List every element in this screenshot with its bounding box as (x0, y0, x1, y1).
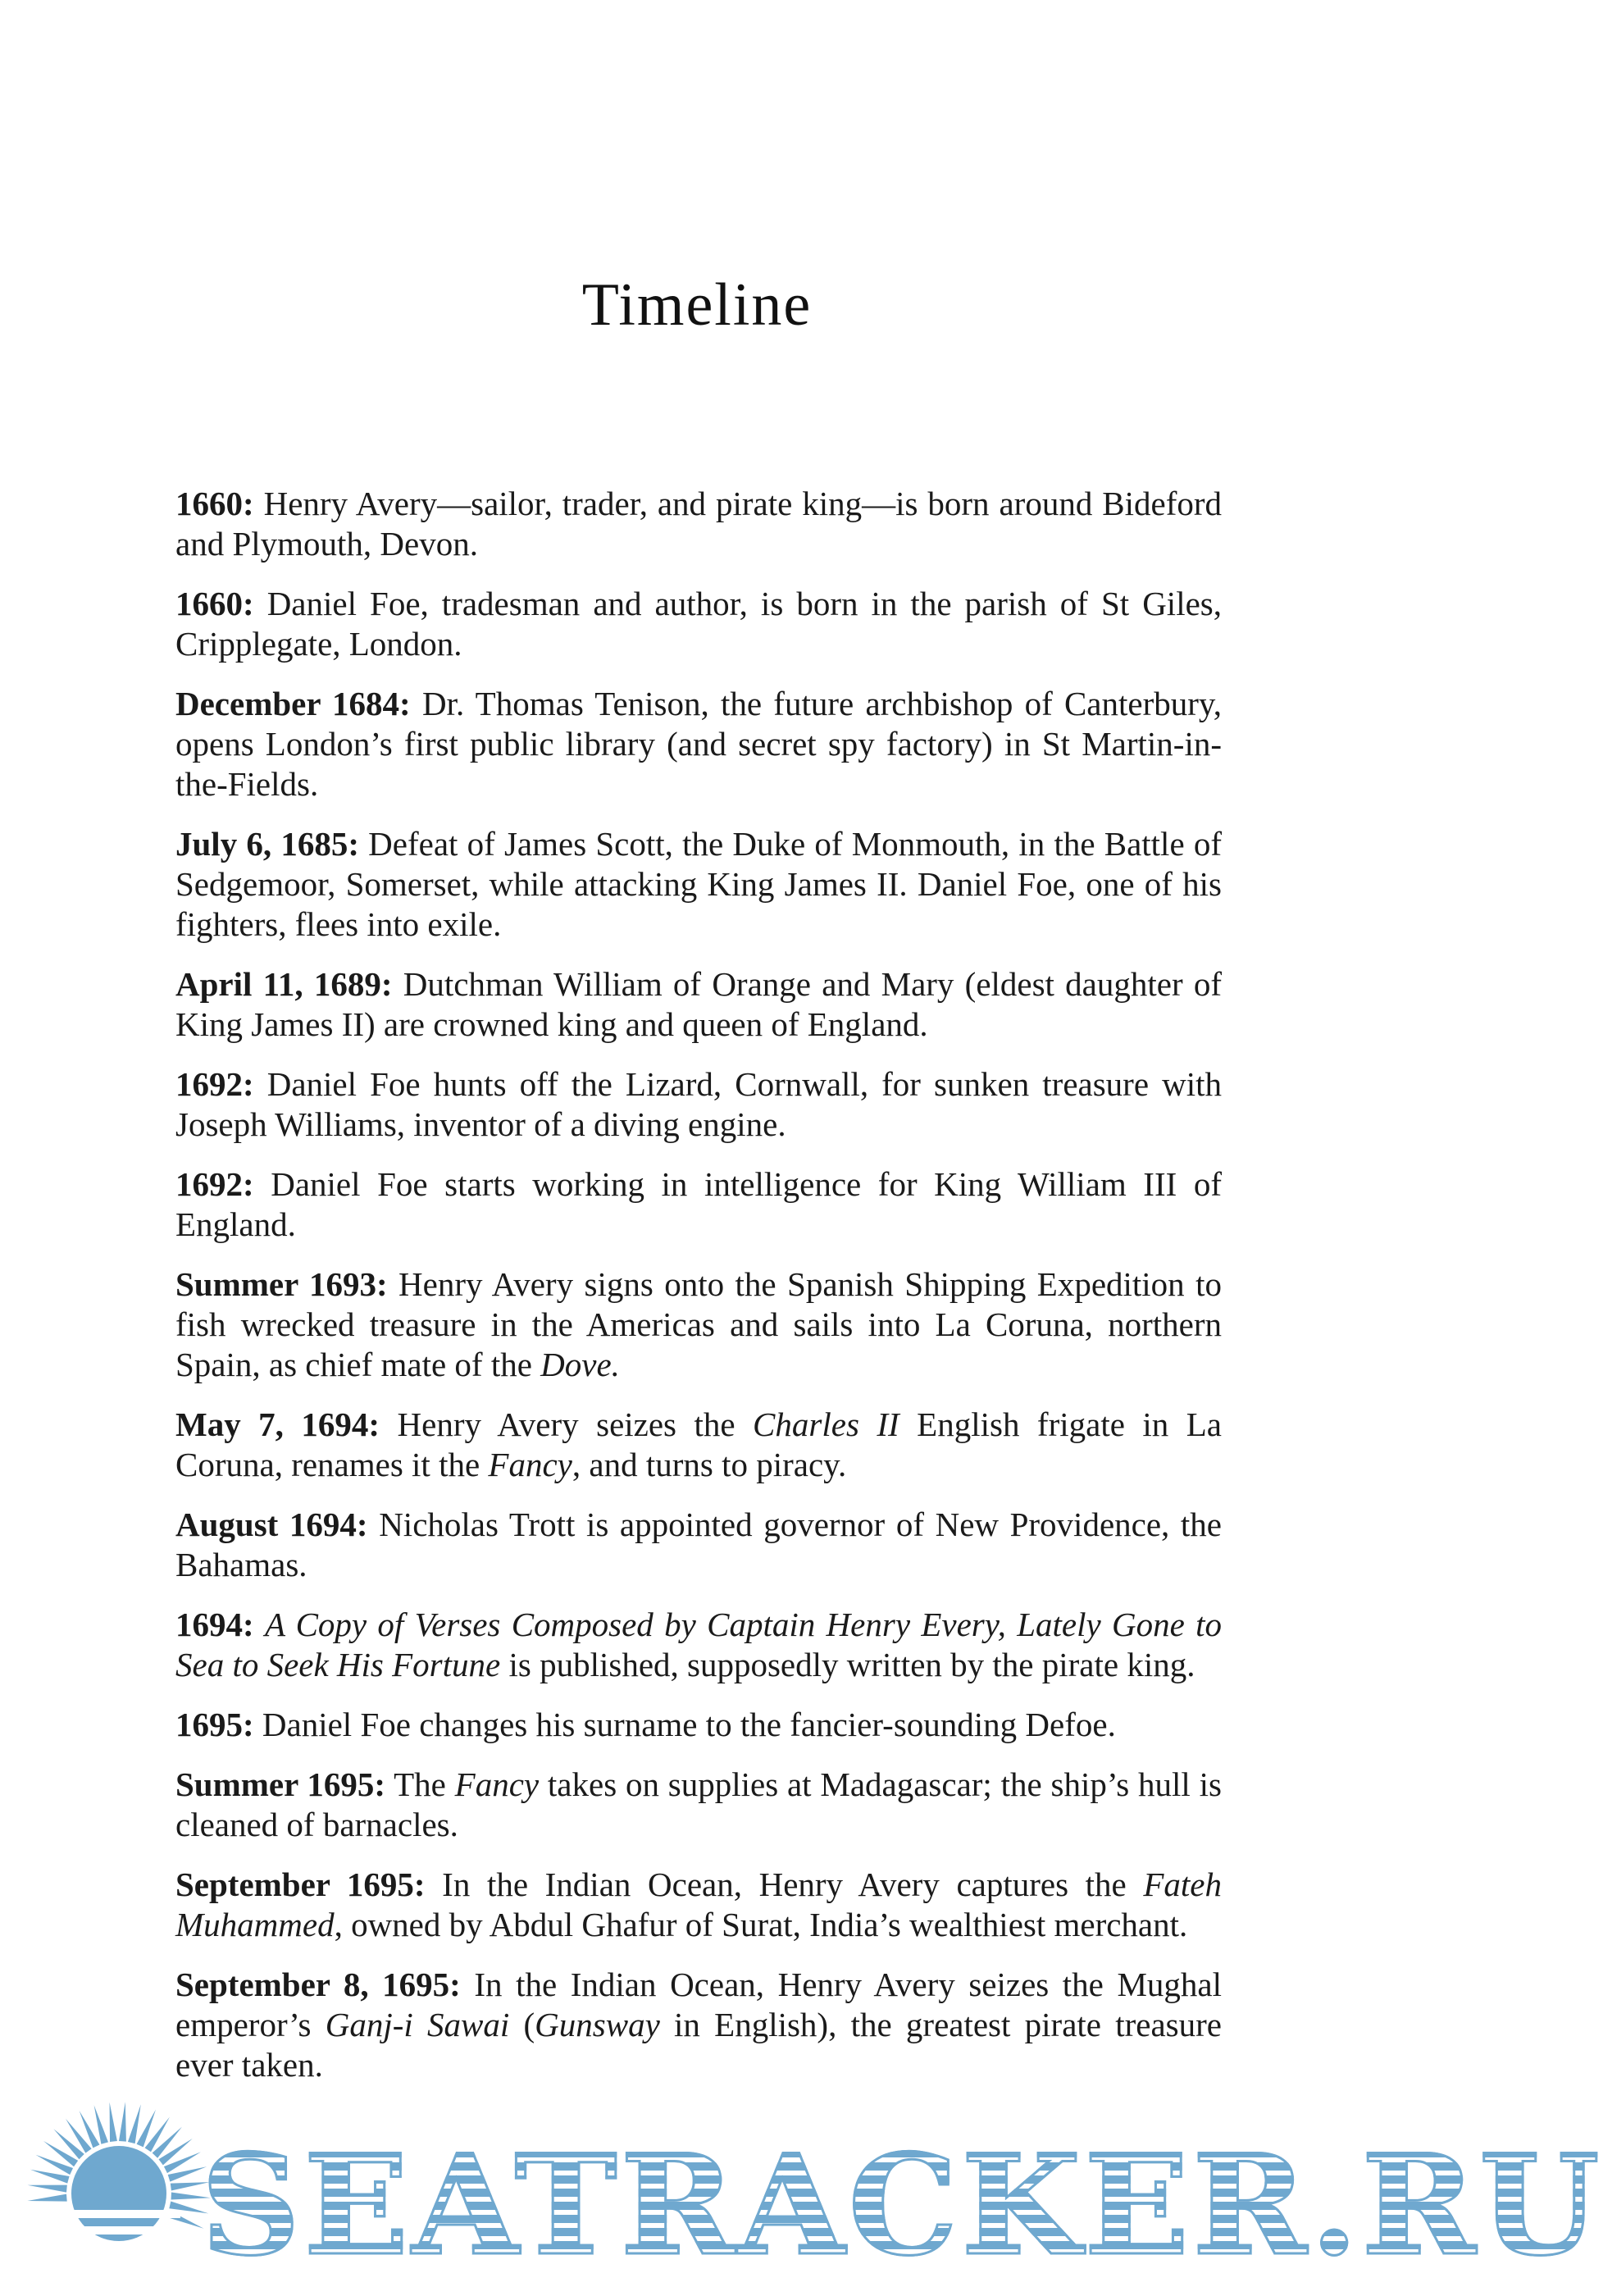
sun-ray (110, 2102, 117, 2142)
entry-italic-text: Fancy (488, 1446, 572, 1483)
sun-icon (25, 2087, 213, 2276)
entry-date: 1694: (175, 1606, 254, 1643)
sun-ray (53, 2129, 84, 2159)
entry-date: 1695: (175, 1706, 254, 1743)
entry-text: Henry Avery—sailor, trader, and pirate king—is born around Bideford and Plymouth, Devon. (175, 485, 1222, 563)
sun-ray (128, 2104, 141, 2143)
entry-date: 1660: (175, 585, 254, 622)
entry-date: 1692: (175, 1065, 254, 1103)
entry-text: The (385, 1765, 455, 1803)
entry-date: Summer 1693: (175, 1265, 388, 1303)
timeline-entry (175, 1605, 1222, 1685)
timeline-entry (175, 1164, 1222, 1245)
timeline-entry (175, 1405, 1222, 1485)
sun-ray (30, 2170, 70, 2184)
entry-text: Nicholas Trott is appointed governor of New Providence, the Bahamas. (175, 1506, 1222, 1583)
timeline-list (175, 484, 1222, 2105)
entry-text: Dr. Thomas Tenison, the future archbishop of Canterbury, opens London’s first public library (and secret spy factory) in St Martin-in-the-Fields. (175, 685, 1222, 803)
entry-text: Daniel Foe hunts off the Lizard, Cornwall, for sunken treasure with Joseph Williams, inventor of a diving engine. (175, 1065, 1222, 1143)
sun-ray (158, 2139, 192, 2165)
timeline-entry (175, 824, 1222, 945)
entry-date: September 1695: (175, 1866, 426, 1903)
watermark (0, 2087, 1603, 2296)
entry-italic-text: A Copy of Verses Composed by Captain Henry Every, Lately Gone to Sea to Seek His Fortune (175, 1606, 1223, 1683)
entry-text: Dutchman William of Orange and Mary (eldest daughter of King James II) are crowned king and queen of England. (175, 965, 1222, 1043)
sun-ray (153, 2127, 182, 2158)
timeline-entry (175, 1505, 1222, 1585)
entry-date: December 1684: (175, 685, 411, 722)
timeline-entry (175, 1965, 1222, 2085)
entry-text: Henry Avery seizes the (380, 1405, 754, 1443)
page-title: Timeline (581, 271, 813, 339)
timeline-entry (175, 1064, 1222, 1145)
entry-date: August 1694: (175, 1506, 368, 1543)
entry-date: 1660: (175, 485, 254, 522)
entry-italic-text: Ganj-i Sawai (325, 2006, 510, 2043)
sun-ray (27, 2185, 66, 2193)
entry-text: ( (509, 2006, 535, 2043)
entry-date: September 8, 1695: (175, 1966, 461, 2003)
entry-text: Daniel Foe changes his surname to the fancier-sounding Defoe. (253, 1706, 1116, 1743)
sun-ray (119, 2102, 126, 2141)
entry-italic-text: Fateh Muhammed (175, 1866, 1223, 1943)
entry-text: , and turns to piracy. (572, 1446, 847, 1483)
sun-ray (27, 2194, 66, 2202)
entry-text: Daniel Foe starts working in intelligence for King William III of England. (175, 1165, 1222, 1243)
entry-text: is published, supposedly written by the pirate king. (500, 1646, 1195, 1683)
entry-text: Defeat of James Scott, the Duke of Monmouth, in the Battle of Sedgemoor, Somerset, while attacking King James II. Daniel Foe, one of his fighters, flees into exile. (175, 825, 1222, 943)
entry-text: in English), the greatest pirate treasure ever taken. (175, 2006, 1222, 2084)
entry-date: Summer 1695: (175, 1765, 386, 1803)
entry-date: May 7, 1694: (175, 1405, 380, 1443)
entry-text: English frigate in La Coruna, renames it the (175, 1405, 1222, 1483)
entry-text: takes on supplies at Madagascar; the ship’s hull is cleaned of barnacles. (175, 1765, 1222, 1843)
watermark-text: SEATRACKER.RU (201, 2124, 1603, 2286)
entry-italic-text: Charles II (753, 1405, 899, 1443)
entry-text: In the Indian Ocean, Henry Avery seizes the Mughal emperor’s (175, 1966, 1222, 2043)
entry-italic-text: Gunsway (535, 2006, 660, 2043)
timeline-entry (175, 1865, 1222, 1945)
entry-text: Daniel Foe, tradesman and author, is born in the parish of St Giles, Cripplegate, London. (175, 585, 1222, 663)
sun-ray (94, 2105, 108, 2144)
entry-text (254, 1606, 265, 1643)
entry-date: April 11, 1689: (175, 965, 393, 1003)
entry-text: In the Indian Ocean, Henry Avery captures the (425, 1866, 1144, 1903)
timeline-entry (175, 684, 1222, 804)
timeline-entry (175, 1765, 1222, 1845)
entry-text: Henry Avery signs onto the Spanish Shipping Expedition to fish wrecked treasure in the Americas and sails into La Coruna, northern Spain, as chief mate of the (175, 1265, 1222, 1383)
entry-italic-text: Dove. (540, 1346, 620, 1383)
entry-date: 1692: (175, 1165, 254, 1203)
timeline-entry (175, 1264, 1222, 1385)
entry-text: , owned by Abdul Ghafur of Surat, India’s wealthiest merchant. (334, 1906, 1188, 1943)
entry-italic-text: Fancy (454, 1765, 540, 1803)
timeline-entry (175, 484, 1222, 564)
timeline-entry (175, 1705, 1222, 1745)
entry-date: July 6, 1685: (175, 825, 359, 863)
timeline-entry (175, 584, 1222, 664)
timeline-entry (175, 964, 1222, 1045)
